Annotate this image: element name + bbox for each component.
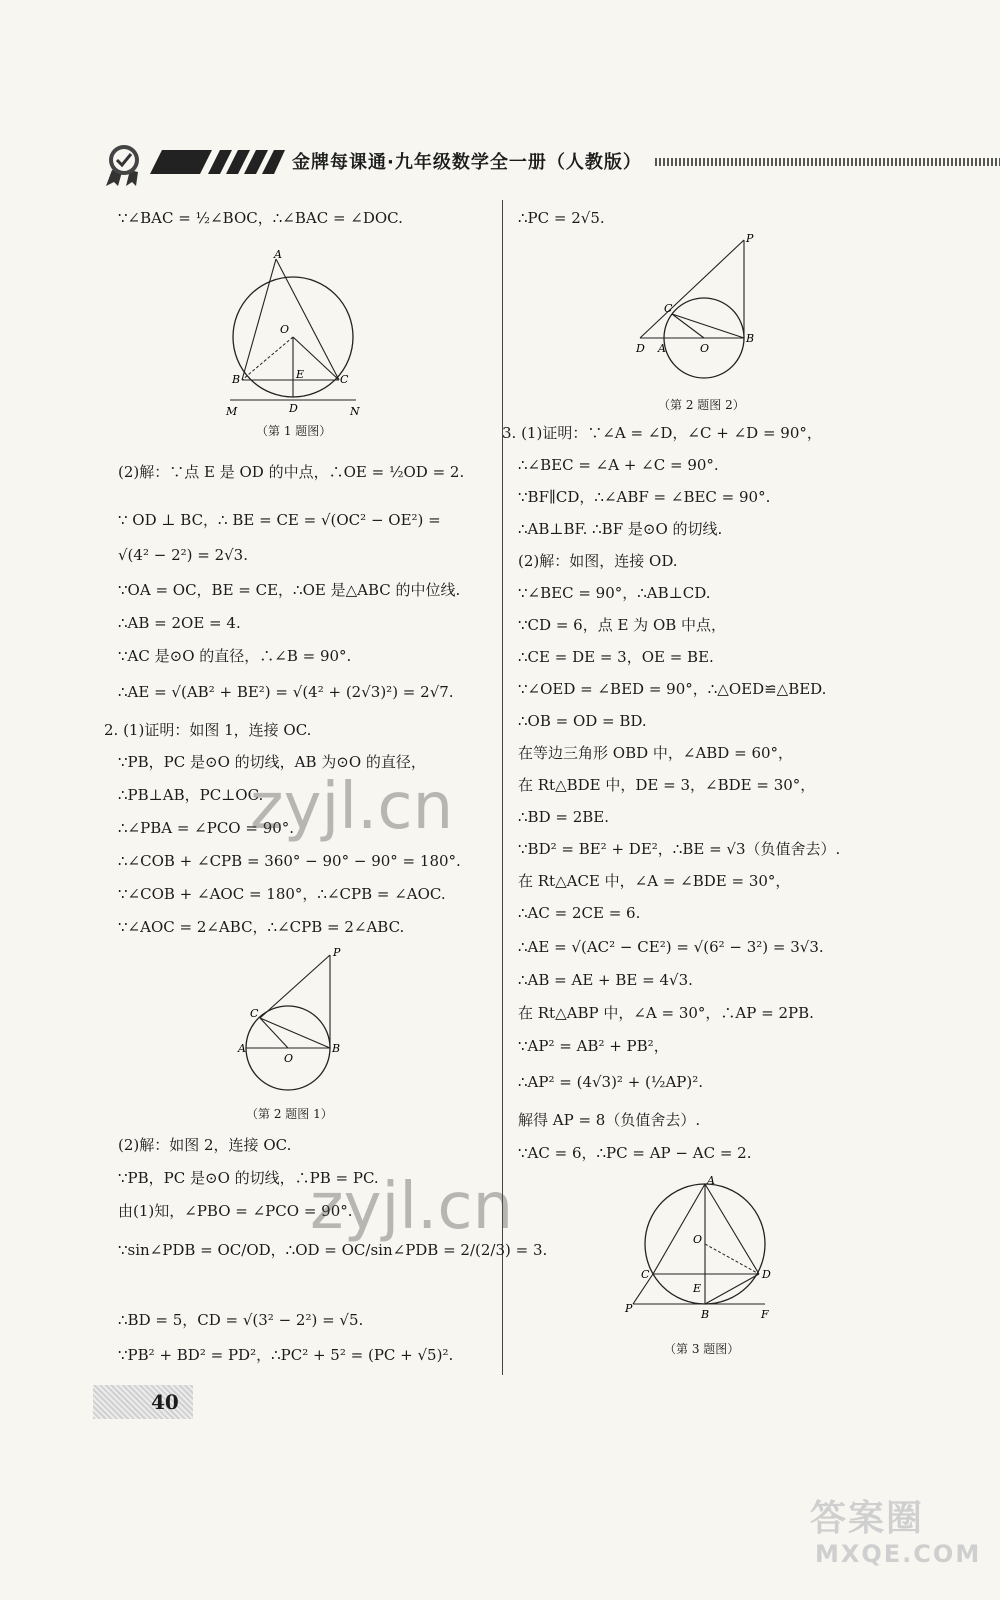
watermark: zyjl.cn xyxy=(250,770,454,844)
text-line: ∴AB⊥BF. ∴BF 是⊙O 的切线. xyxy=(518,520,723,538)
text-line: ∵AC 是⊙O 的直径，∴∠B = 90°. xyxy=(118,647,352,665)
svg-text:A: A xyxy=(707,1174,715,1187)
text-line: ∴AE = √(AB² + BE²) = √(4² + (2√3)²) = 2√7. xyxy=(118,683,454,701)
text-line: ∴BD = 2BE. xyxy=(518,808,609,826)
svg-text:C: C xyxy=(340,373,349,386)
figure-caption: （第 3 题图） xyxy=(664,1342,740,1356)
text-line: ∴AP² = (4√3)² + (½AP)². xyxy=(518,1073,704,1091)
svg-text:P: P xyxy=(746,232,754,245)
page-number: 40 xyxy=(151,1390,179,1414)
text-line: ∵PB，PC 是⊙O 的切线，∴PB = PC. xyxy=(118,1169,379,1187)
svg-text:B: B xyxy=(701,1308,710,1321)
figure-2-1 xyxy=(238,946,353,1090)
figure-caption: （第 2 题图 1） xyxy=(246,1107,333,1121)
svg-text:C: C xyxy=(250,1007,259,1020)
header-title: 金牌每课通·九年级数学全一册（人教版） xyxy=(292,152,642,173)
svg-text:O: O xyxy=(693,1233,703,1246)
text-line: 2. (1)证明：如图 1，连接 OC. xyxy=(104,721,312,739)
svg-text:A: A xyxy=(658,342,666,355)
page-number-box xyxy=(93,1385,193,1419)
text-line: (2)解：如图，连接 OD. xyxy=(518,552,678,570)
svg-text:F: F xyxy=(761,1308,769,1321)
text-line: ∴∠COB + ∠CPB = 360° − 90° − 90° = 180°. xyxy=(118,852,461,870)
text-line: (2)解：如图 2，连接 OC. xyxy=(118,1136,292,1154)
svg-text:O: O xyxy=(700,342,710,355)
text-line: ∵PB，PC 是⊙O 的切线，AB 为⊙O 的直径， xyxy=(118,753,426,771)
text-line: ∴AC = 2CE = 6. xyxy=(518,904,641,922)
text-line: ∵∠OED = ∠BED = 90°，∴△OED≌△BED. xyxy=(518,680,827,698)
text-line: ∵ OD ⊥ BC，∴ BE = CE = √(OC² − OE²) = xyxy=(118,511,441,529)
text-line: 在 Rt△ABP 中，∠A = 30°，∴AP = 2PB. xyxy=(518,1004,814,1022)
text-line: ∵∠BEC = 90°，∴AB⊥CD. xyxy=(518,584,711,602)
text-line: ∵AP² = AB² + PB²， xyxy=(518,1037,669,1055)
header-rule xyxy=(655,158,1000,166)
svg-text:A: A xyxy=(238,1042,246,1055)
svg-text:B: B xyxy=(332,1042,341,1055)
svg-text:M: M xyxy=(226,405,238,418)
text-line: ∴∠BEC = ∠A + ∠C = 90°. xyxy=(518,456,719,474)
page-header xyxy=(100,140,900,190)
svg-text:O: O xyxy=(284,1052,294,1065)
svg-text:D: D xyxy=(636,342,645,355)
svg-text:A: A xyxy=(274,248,282,261)
text-line: √(4² − 2²) = 2√3. xyxy=(118,546,248,564)
text-line: 在 Rt△ACE 中，∠A = ∠BDE = 30°， xyxy=(518,872,791,890)
text-line: 在等边三角形 OBD 中，∠ABD = 60°， xyxy=(518,744,794,762)
logo-stamp-url: MXQE.COM xyxy=(815,1540,982,1568)
text-line: ∵BF∥CD，∴∠ABF = ∠BEC = 90°. xyxy=(518,488,771,506)
svg-text:C: C xyxy=(664,302,673,315)
text-line: ∵BD² = BE² + DE²，∴BE = √3（负值舍去）. xyxy=(518,840,841,858)
svg-text:P: P xyxy=(625,1302,633,1315)
svg-text:B: B xyxy=(746,332,755,345)
text-line: ∵OA = OC，BE = CE，∴OE 是△ABC 的中位线. xyxy=(118,581,461,599)
svg-text:O: O xyxy=(280,323,290,336)
text-line: ∴BD = 5，CD = √(3² − 2²) = √5. xyxy=(118,1311,364,1329)
svg-text:E: E xyxy=(296,368,305,381)
header-stripes-icon xyxy=(150,150,285,174)
figure-2-2 xyxy=(636,232,766,376)
text-line: ∴CE = DE = 3，OE = BE. xyxy=(518,648,714,666)
text-line: 3. (1)证明：∵∠A = ∠D，∠C + ∠D = 90°， xyxy=(502,424,822,442)
watermark: zyjl.cn xyxy=(310,1170,514,1244)
text-line: ∴PC = 2√5. xyxy=(518,209,605,227)
svg-text:D: D xyxy=(289,402,298,415)
svg-text:N: N xyxy=(350,405,360,418)
text-line: ∴AB = AE + BE = 4√3. xyxy=(518,971,693,989)
text-line: ∵sin∠PDB = OC/OD，∴OD = OC/sin∠PDB = 2/(2/3) = 3. xyxy=(118,1241,548,1259)
text-line: ∵AC = 6，∴PC = AP − AC = 2. xyxy=(518,1144,752,1162)
svg-text:P: P xyxy=(333,946,341,959)
text-line: ∴AB = 2OE = 4. xyxy=(118,614,241,632)
figure-3 xyxy=(623,1174,773,1332)
figure-caption: （第 1 题图） xyxy=(256,424,332,438)
text-line: 解得 AP = 8（负值舍去）. xyxy=(518,1111,701,1129)
text-line: ∵∠BAC = ½∠BOC，∴∠BAC = ∠DOC. xyxy=(118,209,403,227)
text-line: ∴∠PBA = ∠PCO = 90°. xyxy=(118,819,295,837)
svg-text:D: D xyxy=(762,1268,771,1281)
figure-caption: （第 2 题图 2） xyxy=(658,398,745,412)
text-line: ∵∠COB + ∠AOC = 180°，∴∠CPB = ∠AOC. xyxy=(118,885,446,903)
text-line: ∴OB = OD = BD. xyxy=(518,712,647,730)
text-line: (2)解：∵点 E 是 OD 的中点，∴OE = ½OD = 2. xyxy=(118,463,465,481)
text-line: 由(1)知，∠PBO = ∠PCO = 90°. xyxy=(118,1202,353,1220)
text-line: 在 Rt△BDE 中，DE = 3，∠BDE = 30°， xyxy=(518,776,816,794)
svg-text:C: C xyxy=(641,1268,650,1281)
figure-1 xyxy=(226,248,361,430)
svg-text:E: E xyxy=(693,1282,702,1295)
text-line: ∴PB⊥AB，PC⊥OC. xyxy=(118,786,264,804)
text-line: ∴AE = √(AC² − CE²) = √(6² − 3²) = 3√3. xyxy=(518,938,824,956)
logo-stamp: 答案圈 xyxy=(810,1498,925,1539)
text-line: ∵CD = 6，点 E 为 OB 中点， xyxy=(518,616,727,634)
text-line: ∵PB² + BD² = PD²，∴PC² + 5² = (PC + √5)². xyxy=(118,1346,454,1364)
text-line: ∵∠AOC = 2∠ABC，∴∠CPB = 2∠ABC. xyxy=(118,918,405,936)
svg-text:B: B xyxy=(232,373,241,386)
